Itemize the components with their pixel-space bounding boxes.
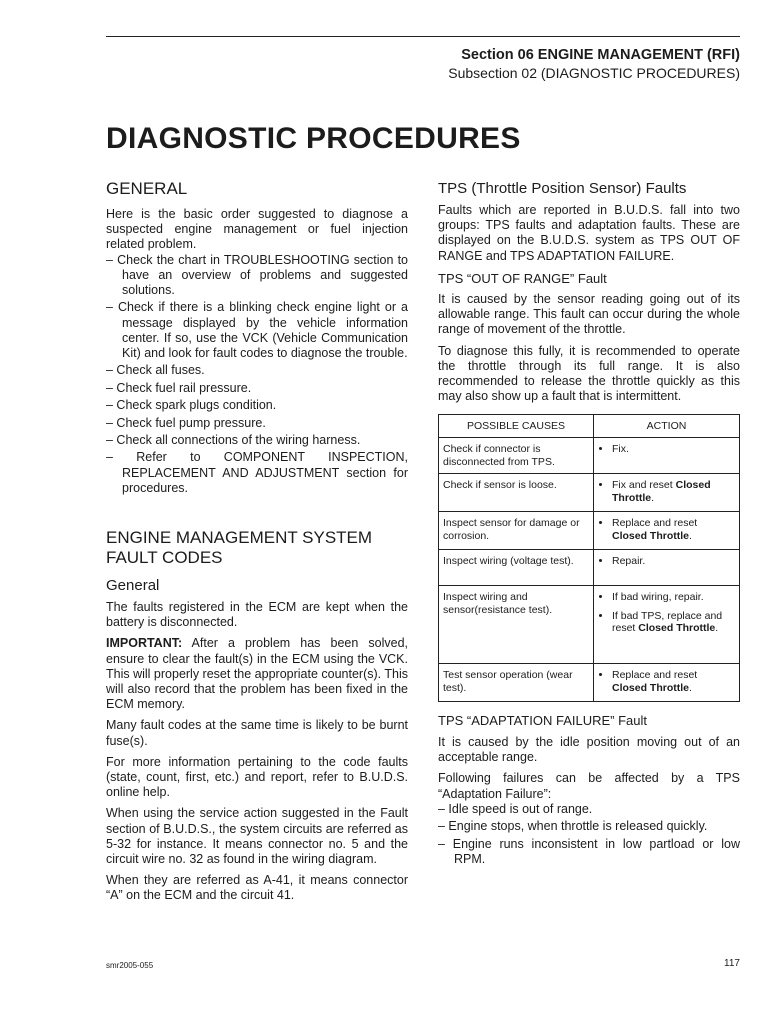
important-text: After a problem has been solved, ensure to clear the fault(s) in the ECM using the VCK. This will properly reset the appropriate counter(s). This will also record that the problem has been fixed in the ECM memory. bbox=[106, 636, 408, 712]
action-item: • If bad TPS, replace and reset Closed Throttle. bbox=[612, 610, 735, 635]
page-title: DIAGNOSTIC PROCEDURES bbox=[106, 122, 521, 155]
list-item: – Engine runs inconsistent in low partload or low RPM. bbox=[438, 836, 740, 866]
list-item: – Check spark plugs condition. bbox=[106, 398, 277, 413]
tps-intro: Faults which are reported in B.U.D.S. fall into two groups: TPS faults and adaptation faults. These are displayed on the B.U.D.S. system as TPS OUT OF RANGE and TPS ADAPTATION FAILURE. bbox=[438, 203, 740, 263]
action-item: • If bad wiring, repair. bbox=[612, 591, 735, 604]
list-item: – Check all connections of the wiring harness. bbox=[106, 432, 361, 447]
action-cell bbox=[594, 512, 740, 550]
action-item: • Fix and reset Closed Throttle. bbox=[612, 479, 735, 504]
cause-cell: Inspect wiring (voltage test). bbox=[439, 550, 594, 586]
oor-paragraph: To diagnose this fully, it is recommended to operate the throttle through its full range. It is also recommended to release the throttle quickly as this may also show up a fault that is intermittent. bbox=[438, 343, 740, 404]
list-item: – Check the chart in TROUBLESHOOTING section to have an overview of problems and suggested solutions. bbox=[106, 252, 408, 298]
table-header-row bbox=[439, 415, 740, 438]
ems-block bbox=[106, 600, 408, 910]
cause-cell: Check if sensor is loose. bbox=[439, 474, 594, 512]
table-row bbox=[439, 474, 740, 512]
ems-heading-line2: FAULT CODES bbox=[106, 548, 223, 567]
important-label: IMPORTANT: bbox=[106, 636, 183, 651]
af-paragraph: Following failures can be affected by a TPS “Adaptation Failure”: bbox=[438, 771, 740, 801]
cause-cell: Inspect sensor for damage or corrosion. bbox=[439, 512, 594, 550]
general-block bbox=[106, 207, 408, 498]
table-row bbox=[439, 550, 740, 586]
ems-heading bbox=[106, 528, 372, 568]
table-row bbox=[439, 664, 740, 702]
list-item: – Check fuel rail pressure. bbox=[106, 380, 252, 395]
tps-intro-block bbox=[438, 203, 740, 270]
action-cell bbox=[594, 550, 740, 586]
action-item: • Replace and reset Closed Throttle. bbox=[612, 669, 735, 694]
col-header-action: ACTION bbox=[594, 415, 740, 438]
oor-paragraph: It is caused by the sensor reading going out of its allowable range. This fault can occur during the whole range of movement of the throttle. bbox=[438, 292, 740, 337]
cause-cell: Test sensor operation (wear test). bbox=[439, 664, 594, 702]
action-cell bbox=[594, 664, 740, 702]
document-code: smr2005-055 bbox=[106, 961, 154, 970]
list-item: – Refer to COMPONENT INSPECTION, REPLACEMENT AND ADJUSTMENT section for procedures. bbox=[106, 450, 408, 495]
action-cell bbox=[594, 586, 740, 664]
cause-cell: Check if connector is disconnected from TPS. bbox=[439, 438, 594, 474]
af-block bbox=[438, 735, 740, 869]
action-item: • Replace and reset Closed Throttle. bbox=[612, 517, 735, 542]
ems-paragraph: When they are referred as A-41, it means connector “A” on the ECM and the circuit 41. bbox=[106, 873, 408, 903]
col-header-causes: POSSIBLE CAUSES bbox=[439, 415, 594, 438]
page-number: 117 bbox=[724, 958, 740, 969]
af-paragraph: It is caused by the idle position moving out of an acceptable range. bbox=[438, 735, 740, 765]
important-note bbox=[106, 636, 408, 712]
ems-paragraph: Many fault codes at the same time is likely to be burnt fuse(s). bbox=[106, 718, 408, 748]
list-item: – Idle speed is out of range. bbox=[438, 801, 593, 816]
action-item: • Repair. bbox=[612, 555, 735, 568]
subsection-title: Subsection 02 (DIAGNOSTIC PROCEDURES) bbox=[448, 65, 740, 81]
ems-subheading: General bbox=[106, 577, 160, 594]
list-item: – Engine stops, when throttle is released quickly. bbox=[438, 819, 708, 834]
list-item: – Check all fuses. bbox=[106, 363, 205, 378]
ems-paragraph: For more information pertaining to the code faults (state, count, first, etc.) and report, refer to B.U.D.S. online help. bbox=[106, 754, 408, 800]
af-heading: TPS “ADAPTATION FAILURE” Fault bbox=[438, 713, 647, 728]
action-item: • Fix. bbox=[612, 443, 735, 456]
ems-paragraph: When using the service action suggested in the Fault section of B.U.D.S., the system circuits are referred as 5-32 for instance. It means connector no. 5 and the circuit wire no. 32 as found in the wiring diagram. bbox=[106, 806, 408, 867]
list-item: – Check if there is a blinking check engine light or a message displayed by the vehicle information center. If so, use the VCK (Vehicle Communication Kit) and look for fault codes to diagnose the trouble. bbox=[106, 300, 408, 361]
table-row bbox=[439, 512, 740, 550]
page-header bbox=[448, 46, 740, 82]
tps-heading: TPS (Throttle Position Sensor) Faults bbox=[438, 180, 687, 197]
af-list bbox=[438, 802, 740, 867]
oor-heading: TPS “OUT OF RANGE” Fault bbox=[438, 271, 607, 286]
table-row bbox=[439, 586, 740, 664]
header-rule bbox=[106, 36, 740, 37]
fault-table bbox=[438, 414, 740, 702]
action-cell bbox=[594, 438, 740, 474]
general-steps bbox=[106, 253, 408, 496]
cause-cell: Inspect wiring and sensor(resistance test). bbox=[439, 586, 594, 664]
general-intro: Here is the basic order suggested to diagnose a suspected engine management or fuel injection related problem. bbox=[106, 207, 408, 252]
ems-heading-line1: ENGINE MANAGEMENT SYSTEM bbox=[106, 528, 373, 547]
general-heading: GENERAL bbox=[106, 179, 188, 198]
table-row bbox=[439, 438, 740, 474]
ems-paragraph: The faults registered in the ECM are kept when the battery is disconnected. bbox=[106, 600, 408, 630]
section-title: Section 06 ENGINE MANAGEMENT (RFI) bbox=[461, 47, 740, 63]
list-item: – Check fuel pump pressure. bbox=[106, 415, 266, 430]
oor-block bbox=[438, 292, 740, 410]
action-cell bbox=[594, 474, 740, 512]
